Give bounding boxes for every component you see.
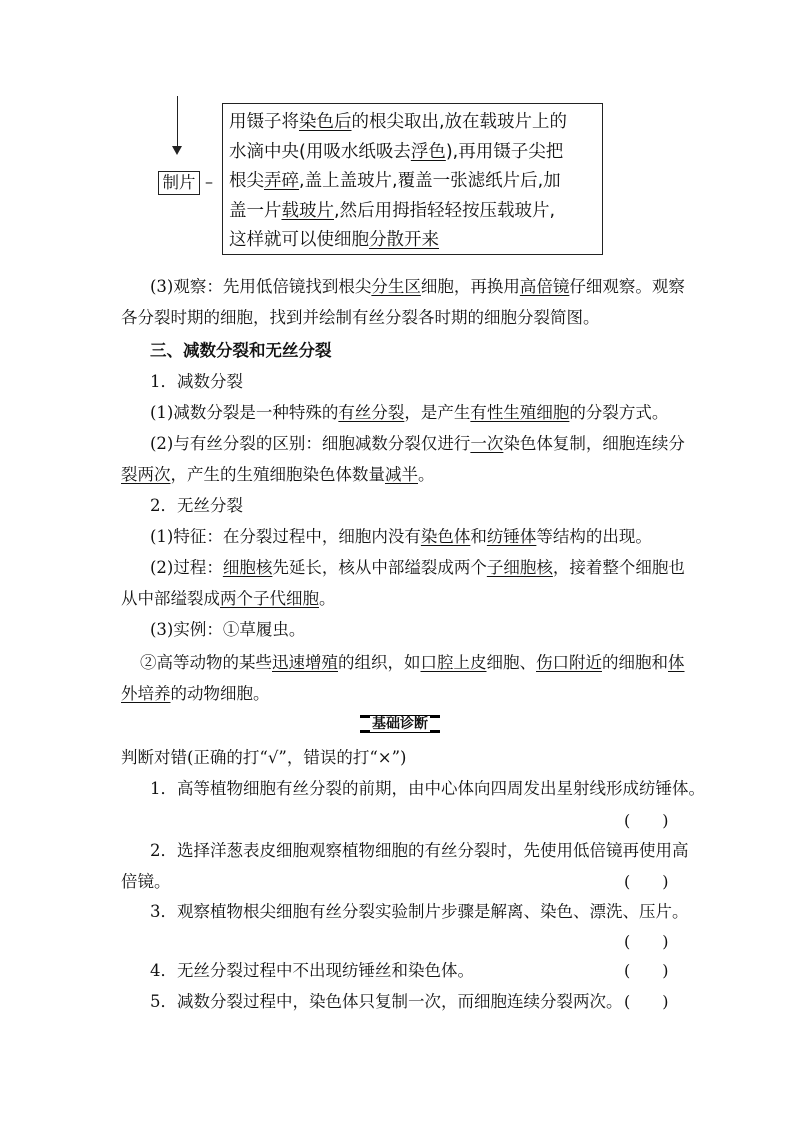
- paragraph-line: (1)特征：在分裂过程中，细胞内没有染色体和纺锤体等结构的出现。: [150, 527, 652, 546]
- answer-blank[interactable]: ( ): [624, 811, 669, 830]
- underlined-answer: 体: [668, 653, 685, 672]
- underlined-answer: 有丝分裂: [338, 403, 405, 422]
- underlined-answer: 分生区: [371, 277, 421, 296]
- answer-blank[interactable]: ( ): [624, 992, 669, 1011]
- step-label: 制片: [162, 173, 196, 192]
- paragraph-line: (2)过程：细胞核先延长，核从中部缢裂成两个子细胞核，接着整个细胞也: [150, 558, 685, 577]
- underlined-answer: 伤口附近: [536, 653, 602, 672]
- paragraph-line: (3)观察：先用低倍镜找到根尖分生区细胞，再换用高倍镜仔细观察。观察: [150, 277, 685, 296]
- description-line: 盖一片载玻片,然后用拇指轻轻按压载玻片,: [229, 200, 556, 221]
- underlined-answer: 两个子代细胞: [220, 589, 319, 608]
- underlined-answer: 口腔上皮: [420, 653, 487, 672]
- underlined-answer: 染色后: [299, 112, 352, 132]
- quiz-item: 5．减数分裂过程中，染色体只复制一次，而细胞连续分裂两次。: [150, 992, 623, 1011]
- paragraph-line: ②高等动物的某些迅速增殖的组织，如口腔上皮细胞、伤口附近的细胞和体: [140, 653, 685, 672]
- paragraph-line: 从中部缢裂成两个子代细胞。: [121, 589, 336, 608]
- flow-arrow-head: [172, 146, 182, 155]
- underlined-answer: 裂两次: [121, 465, 171, 484]
- quiz-item: 1．高等植物细胞有丝分裂的前期，由中心体向四周发出星射线形成纺锤体。: [150, 779, 705, 798]
- step-label-box: [158, 171, 200, 195]
- paragraph-line: (1)减数分裂是一种特殊的有丝分裂，是产生有性生殖细胞的分裂方式。: [150, 403, 669, 422]
- underlined-answer: 分散开来: [369, 230, 439, 250]
- step-description-box: [222, 103, 603, 255]
- underlined-answer: 一次: [470, 434, 504, 453]
- subsection-heading: 1．减数分裂: [150, 372, 243, 391]
- underlined-answer: 纺锤体: [486, 527, 537, 546]
- description-line: 根尖弄碎,盖上盖玻片,覆盖一张滤纸片后,加: [229, 171, 561, 191]
- subsection-heading: 2．无丝分裂: [150, 496, 243, 515]
- paragraph-line: (3)实例：①草履虫。: [150, 620, 306, 639]
- paragraph-line: (2)与有丝分裂的区别：细胞减数分裂仅进行一次染色体复制，细胞连续分: [150, 434, 685, 453]
- quiz-item-continued: 倍镜。: [121, 872, 171, 891]
- underlined-answer: 外培养: [121, 684, 171, 703]
- underlined-answer: 弄碎: [264, 171, 299, 191]
- flow-arrow-line: [177, 96, 178, 151]
- underlined-answer: 浮色: [410, 141, 446, 162]
- paragraph-line: 各分裂时期的细胞，找到并绘制有丝分裂各时期的细胞分裂简图。: [121, 308, 600, 327]
- description-line: 水滴中央(用吸水纸吸去浮色),再用镊子尖把: [229, 141, 564, 162]
- connector-dash: –: [205, 172, 213, 191]
- description-line: 用镊子将染色后的根尖取出,放在载玻片上的: [229, 112, 568, 132]
- underlined-answer: 细胞核: [222, 558, 273, 577]
- description-line: 这样就可以使细胞分散开来: [229, 230, 439, 250]
- quiz-item: 4．无丝分裂过程中不出现纺锤丝和染色体。: [150, 961, 474, 980]
- answer-blank[interactable]: ( ): [624, 872, 669, 891]
- quiz-item: 2．选择洋葱表皮细胞观察植物细胞的有丝分裂时，先使用低倍镜再使用高: [150, 841, 689, 860]
- paragraph-line: 外培养的动物细胞。: [121, 684, 270, 703]
- section-header-title: 基础诊断: [372, 716, 428, 732]
- underlined-answer: 子细胞核: [486, 558, 553, 577]
- paragraph-line: 裂两次，产生的生殖细胞染色体数量减半。: [121, 465, 435, 484]
- section-heading: 三、减数分裂和无丝分裂: [150, 341, 332, 360]
- quiz-instruction: 判断对错(正确的打“√”，错误的打“×”): [121, 748, 407, 767]
- underlined-answer: 迅速增殖: [272, 653, 338, 672]
- underlined-answer: 高倍镜: [519, 277, 570, 296]
- answer-blank[interactable]: ( ): [624, 961, 669, 980]
- underlined-answer: 染色体: [420, 527, 471, 546]
- answer-blank[interactable]: ( ): [624, 932, 669, 951]
- section-header: [360, 715, 440, 733]
- quiz-item: 3．观察植物根尖细胞有丝分裂实验制片步骤是解离、染色、漂洗、压片。: [150, 902, 689, 921]
- underlined-answer: 载玻片: [281, 200, 334, 221]
- underlined-answer: 减半: [385, 465, 418, 484]
- underlined-answer: 有性生殖细胞: [470, 403, 570, 422]
